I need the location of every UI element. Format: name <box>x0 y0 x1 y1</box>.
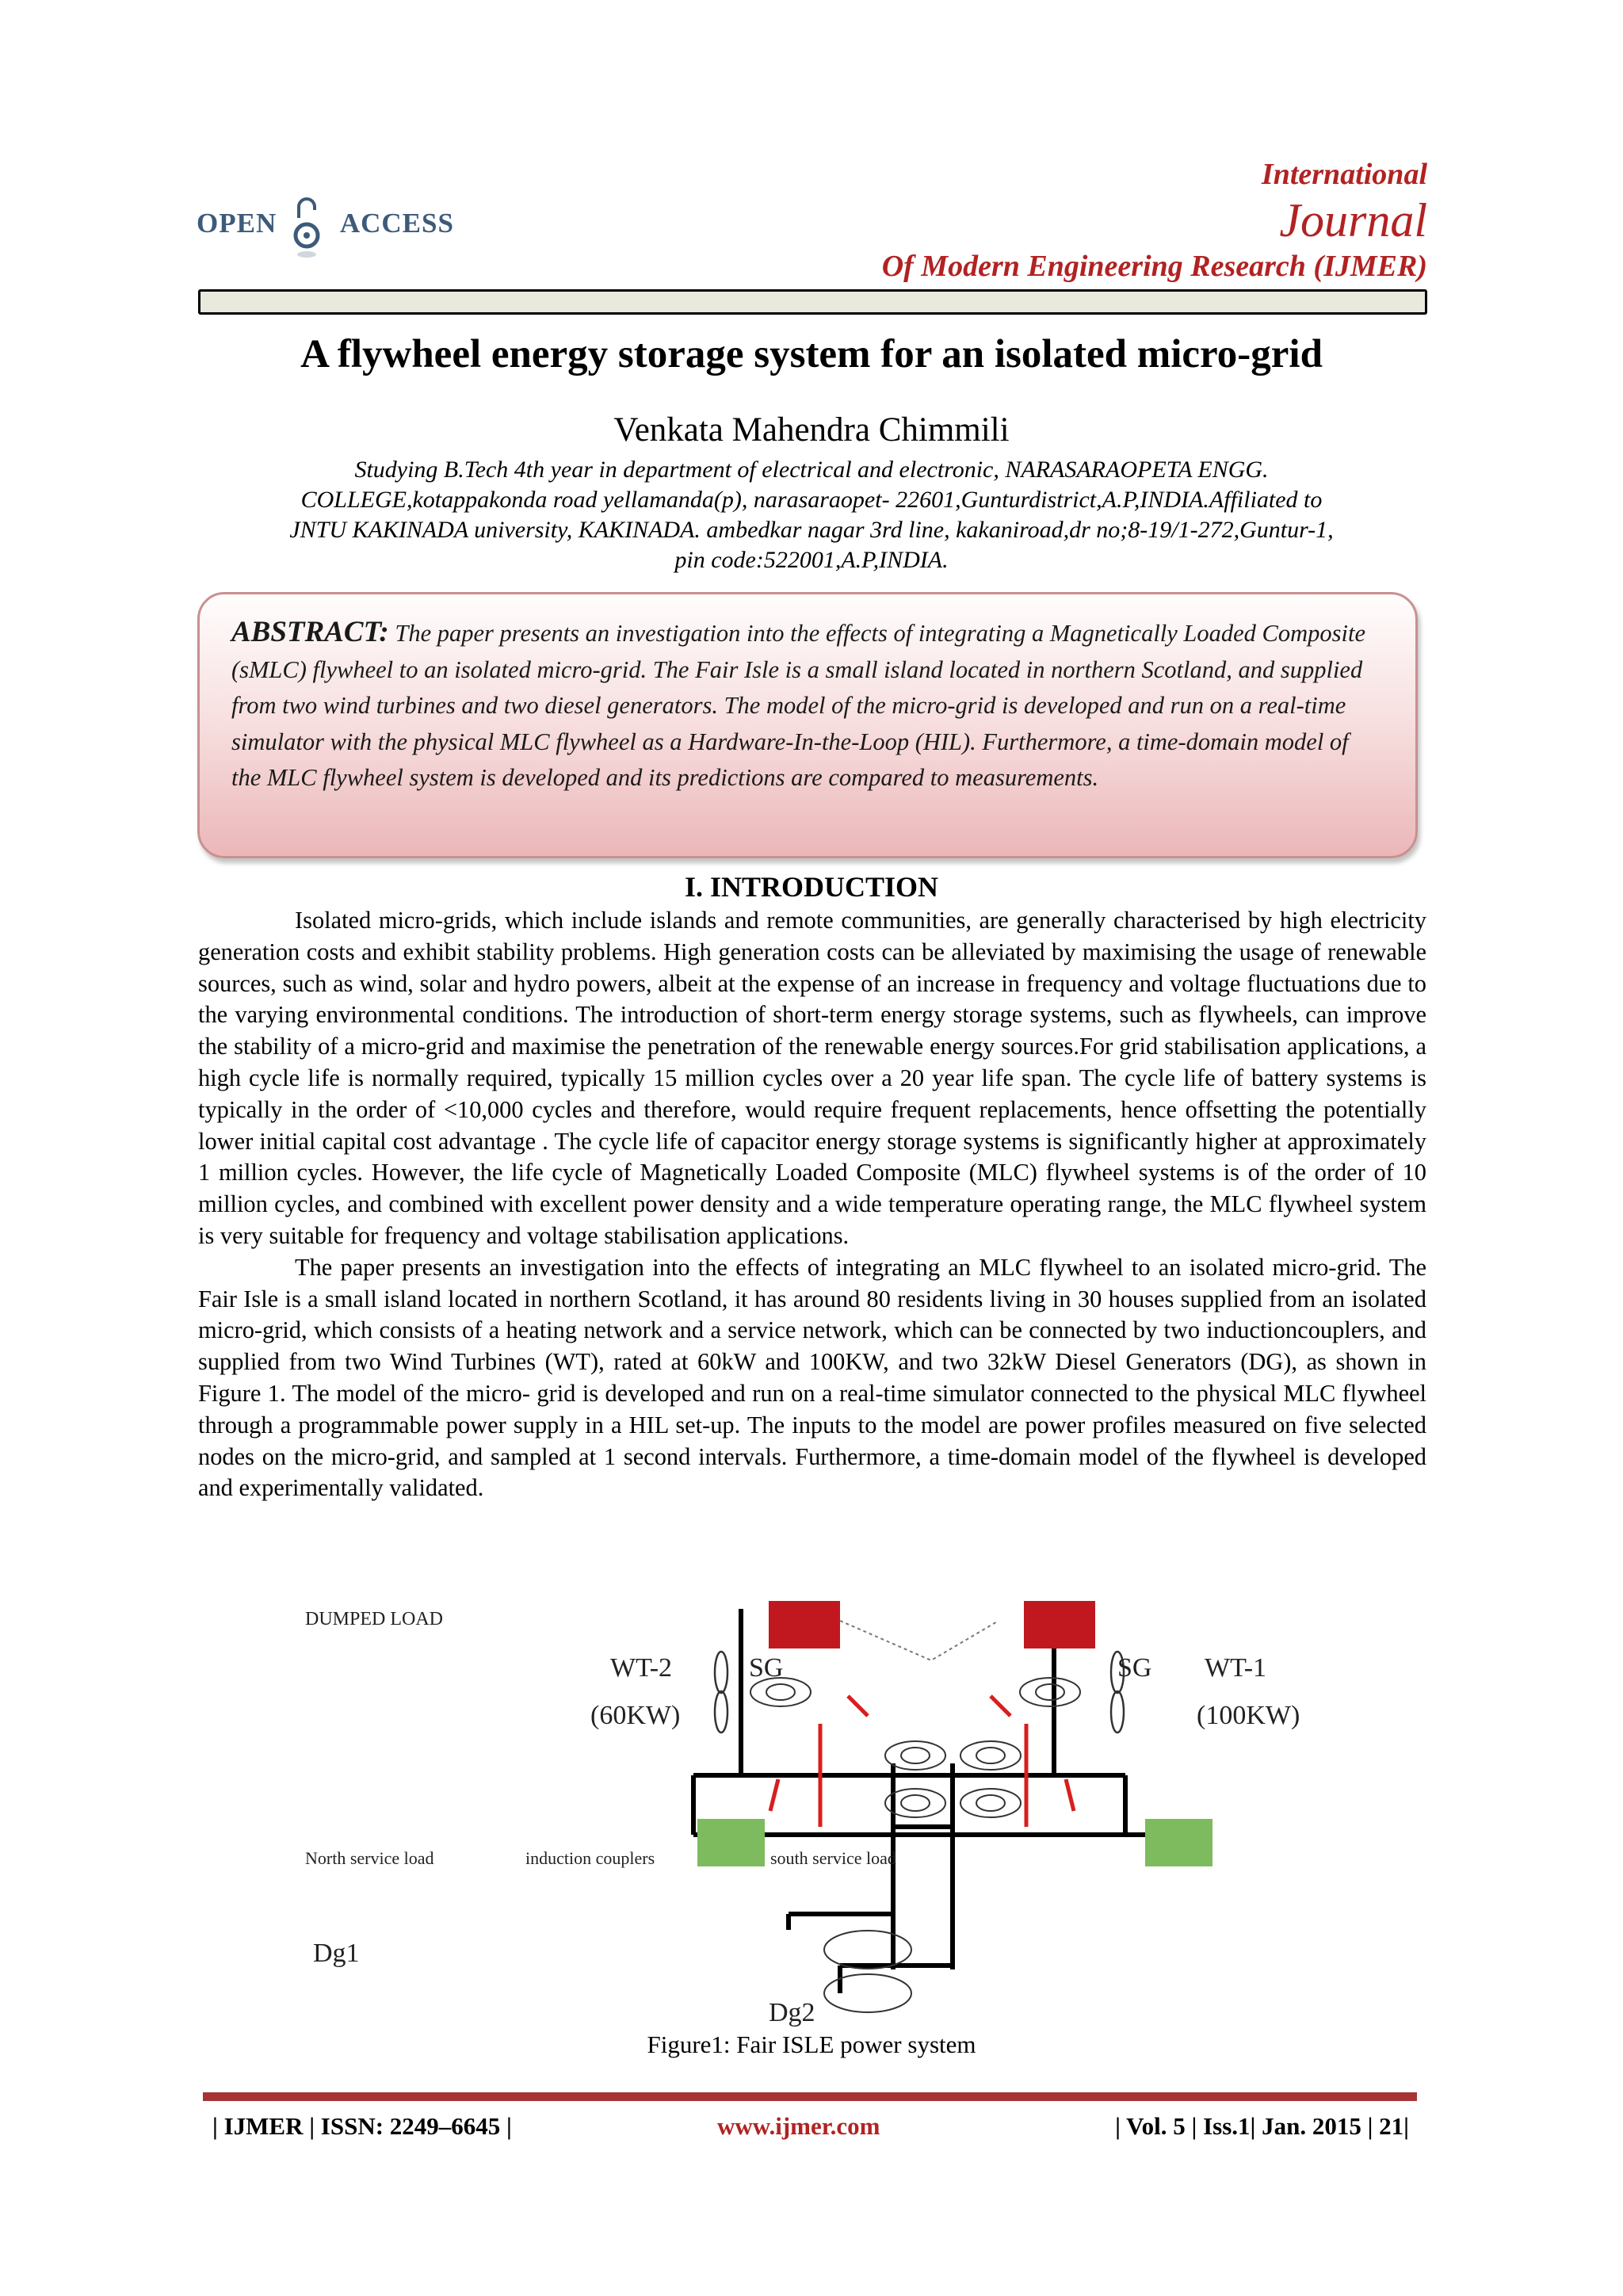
label-north-service-load: North service load <box>305 1848 434 1868</box>
label-dg1: Dg1 <box>313 1939 360 1968</box>
breaker-switches <box>770 1696 1074 1827</box>
abstract-box <box>197 592 1418 858</box>
label-dg2: Dg2 <box>769 1998 815 2027</box>
north-service-load-box <box>697 1819 765 1866</box>
open-access-open: OPEN <box>197 208 277 239</box>
abstract-text: The paper presents an investigation into the effects of integrating a Magnetically Loaded Composite (sMLC) flywheel to an isolated micro-grid. The Fair Isle is a small island located in northern Scotland, and supplied from two wind turbines and two diesel generators. The model of the micro-grid is developed and run on a real-time simulator with the physical MLC flywheel as a Hardware-In-the-Loop (HIL). Furthermore, a time-domain model of the MLC flywheel system is developed and its predictions are compared to measurements. <box>231 620 1366 791</box>
section-heading-introduction: I. INTRODUCTION <box>684 871 939 903</box>
affiliation-line: COLLEGE,kotappakonda road yellamanda(p), narasaraopet- 22601,Gunturdistrict,A.P,INDIA.Affiliated to <box>300 487 1323 513</box>
figure-labels <box>305 1609 1300 2027</box>
footer-issn: | IJMER | ISSN: 2249–6645 | <box>212 2112 512 2140</box>
body-paragraph: Isolated micro-grids, which include islands and remote communities, are generally characterised by high electricity generation costs and exhibit stability problems. High generation costs can be alleviated by maximising the usage of renewable sources, such as wind, solar and hydro powers, albeit at the expense of an increase in frequency and voltage fluctuations due to the varying environmental conditions. The introduction of short-term energy storage systems, such as flywheels, can improve the stability of a micro-grid and maximise the penetration of the renewable energy sources.For grid stabilisation applications, a high cycle life is normally required, typically 15 million cycles over a 20 year life span. The cycle life of battery systems is typically in the order of <10,000 cycles and therefore, would require frequent replacements, hence offsetting the potentially lower initial capital cost advantage . The cycle life of capacitor energy storage systems is significantly higher at approximately 1 million cycles. However, the life cycle of Magnetically Loaded Composite (MLC) flywheel systems is of the order of 10 million cycles, and combined with excellent power density and a wide temperature operating range, the MLC flywheel system is very suitable for frequency and voltage stabilisation applications. <box>198 907 1426 1249</box>
open-access-access: ACCESS <box>339 208 454 239</box>
label-induction-couplers: induction couplers <box>525 1848 655 1868</box>
author-affiliation <box>198 455 1425 575</box>
label-south-service-load: south service load <box>770 1848 896 1868</box>
journal-line-name: Of Modern Engineering Research (IJMER) <box>881 250 1427 283</box>
south-service-load-box <box>1145 1819 1212 1866</box>
label-dumped-load: DUMPED LOAD <box>305 1609 443 1629</box>
label-wt2-rating: (60KW) <box>590 1701 681 1730</box>
affiliation-line: pin code:522001,A.P,INDIA. <box>674 547 949 573</box>
journal-line-journal: Journal <box>1279 194 1427 246</box>
open-access-label <box>197 208 454 239</box>
paper-author: Venkata Mahendra Chimmili <box>613 411 1010 449</box>
footer-website-link[interactable]: www.ijmer.com <box>717 2112 880 2140</box>
footer-rule <box>203 2092 1417 2101</box>
abstract-heading: ABSTRACT: <box>231 616 389 648</box>
fair-isle-power-system-figure <box>293 1597 1419 2041</box>
body-paragraph: The paper presents an investigation into the effects of integrating an MLC flywheel to an isolated micro-grid. The Fair Isle is a small island located in northern Scotland, it has around 80 residents living in 30 houses supplied from an isolated micro-grid, which consists of a heating network and a service network, which can be connected by two inductioncouplers, and supplied from two Wind Turbines (WT), rated at 60kW and 100KW, and two 32kW Diesel Generators (DG), as shown in Figure 1. The model of the micro- grid is developed and run on a real-time simulator connected to the physical MLC flywheel through a programmable power supply in a HIL set-up. The inputs to the model are power profiles measured on five selected nodes on the micro-grid, and sampled at 1 second intervals. Furthermore, a time-domain model of the flywheel is developed and experimentally validated. <box>198 1253 1426 1502</box>
dumped-load-box-left <box>769 1601 840 1648</box>
affiliation-line: Studying B.Tech 4th year in department of electrical and electronic, NARASARAOPETA ENGG. <box>354 457 1269 483</box>
header-rule <box>198 289 1427 315</box>
label-wt1-rating: (100KW) <box>1197 1701 1300 1730</box>
control-link <box>840 1621 999 1660</box>
dumped-load-box-right <box>1024 1601 1095 1648</box>
introduction-body <box>198 905 1426 1504</box>
generator-rings <box>750 1678 1080 2012</box>
affiliation-line: JNTU KAKINADA university, KAKINADA. ambedkar nagar 3rd line, kakaniroad,dr no;8-19/1-272,Guntur-1, <box>289 517 1334 543</box>
journal-line-international: International <box>1261 158 1427 191</box>
label-wt1: WT-1 <box>1205 1653 1267 1683</box>
label-sg-right: SG <box>1117 1653 1152 1683</box>
journal-header <box>882 155 1427 286</box>
abstract-paragraph <box>231 614 1376 797</box>
paper-title: A flywheel energy storage system for an isolated micro-grid <box>300 332 1323 376</box>
label-wt2: WT-2 <box>610 1653 673 1683</box>
open-access-lock-icon <box>293 194 320 261</box>
label-sg-left: SG <box>749 1653 784 1683</box>
figure-caption: Figure1: Fair ISLE power system <box>647 2030 976 2058</box>
footer-volume-page: | Vol. 5 | Iss.1| Jan. 2015 | 21| <box>1115 2112 1409 2140</box>
